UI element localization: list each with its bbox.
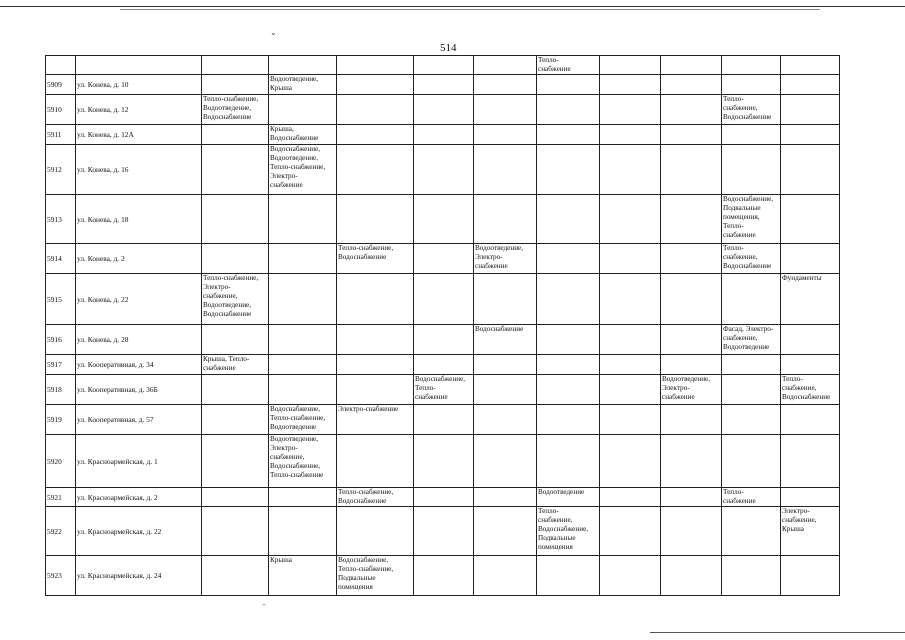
work-type-cell [269, 488, 337, 507]
work-type-cell [600, 325, 661, 355]
work-type-cell: Водоснабжение, Водоотведение, Тепло-снабжение, Электро- снабжение [269, 145, 337, 195]
work-type-cell [600, 507, 661, 556]
work-type-cell: Водоснабжение [474, 325, 537, 355]
work-type-cell [337, 274, 414, 325]
work-type-cell [537, 556, 600, 596]
row-address: ул. Кооперативная, д. 57 [76, 405, 202, 435]
work-type-cell [202, 556, 269, 596]
table-row [46, 488, 840, 507]
row-address: ул. Конева, д. 2 [76, 244, 202, 274]
row-number: 5922 [46, 507, 76, 556]
work-type-cell [600, 355, 661, 375]
work-type-cell [414, 244, 474, 274]
work-type-cell: Тепло-снабжение, Водоснабжение [337, 244, 414, 274]
scan-dash-top: ⌄ [270, 28, 277, 37]
work-type-cell [600, 405, 661, 435]
work-type-cell [600, 435, 661, 488]
work-type-cell [414, 556, 474, 596]
work-type-cell [722, 145, 781, 195]
header-cell [600, 56, 661, 75]
work-type-cell [537, 95, 600, 125]
row-number: 5913 [46, 195, 76, 244]
work-type-cell [474, 488, 537, 507]
work-type-cell [337, 375, 414, 405]
work-type-cell [537, 435, 600, 488]
table-row [46, 375, 840, 405]
work-type-cell [661, 405, 722, 435]
header-cell [781, 56, 840, 75]
work-type-cell: Тепло- снабжение, Водоснабжение [781, 375, 840, 405]
work-type-cell [269, 507, 337, 556]
work-type-cell [722, 125, 781, 145]
work-type-cell [781, 405, 840, 435]
work-type-cell [537, 145, 600, 195]
work-type-cell [661, 95, 722, 125]
header-cell [474, 56, 537, 75]
row-address: ул. Кооперативная, д. 36Б [76, 375, 202, 405]
work-type-cell [781, 195, 840, 244]
table-row [46, 405, 840, 435]
row-number: 5921 [46, 488, 76, 507]
header-cell [76, 56, 202, 75]
work-type-cell [661, 325, 722, 355]
work-type-cell: Водоотведение, Электро- снабжение [474, 244, 537, 274]
header-cell [722, 56, 781, 75]
work-type-cell [661, 75, 722, 95]
work-type-cell [414, 325, 474, 355]
work-type-cell [269, 355, 337, 375]
work-type-cell [202, 488, 269, 507]
work-type-cell [722, 556, 781, 596]
scan-edge-top-2 [120, 9, 820, 10]
work-type-cell [414, 125, 474, 145]
work-type-cell [600, 244, 661, 274]
work-type-cell [202, 75, 269, 95]
work-type-cell [661, 355, 722, 375]
work-type-cell [722, 507, 781, 556]
work-type-cell [414, 95, 474, 125]
work-type-cell [600, 95, 661, 125]
work-type-cell [781, 125, 840, 145]
row-address: ул. Кооперативная, д. 34 [76, 355, 202, 375]
table-row [46, 435, 840, 488]
work-type-cell [337, 145, 414, 195]
row-number: 5919 [46, 405, 76, 435]
work-type-cell: Тепло- снабжение [722, 488, 781, 507]
work-type-cell [474, 507, 537, 556]
work-type-cell [337, 195, 414, 244]
row-address: ул. Конева, д. 22 [76, 274, 202, 325]
work-type-cell [269, 195, 337, 244]
row-number: 5910 [46, 95, 76, 125]
work-type-cell [661, 244, 722, 274]
work-type-cell: Тепло-снабжение, Водоотведение, Водоснабжение [202, 95, 269, 125]
work-type-cell: Тепло- снабжение, Водоснабжение [722, 95, 781, 125]
row-number: 5915 [46, 274, 76, 325]
work-type-cell [202, 507, 269, 556]
work-type-cell [537, 125, 600, 145]
work-type-cell [600, 75, 661, 95]
work-type-cell: Водоотведение, Крыша [269, 75, 337, 95]
scan-dash-bottom: – [262, 599, 266, 608]
work-type-cell: Фундаменты [781, 274, 840, 325]
row-address: ул. Конева, д. 12А [76, 125, 202, 145]
work-type-cell [537, 325, 600, 355]
row-number: 5911 [46, 125, 76, 145]
work-type-cell [600, 274, 661, 325]
table-row [46, 244, 840, 274]
row-address: ул. Конева, д. 28 [76, 325, 202, 355]
table-row [46, 75, 840, 95]
work-type-cell: Водоотведение, Электро- снабжение, Водоснабжение, Тепло-снабжение [269, 435, 337, 488]
scan-edge-bottom [650, 632, 905, 633]
work-type-cell [781, 355, 840, 375]
work-type-cell [474, 435, 537, 488]
row-address: ул. Конева, д. 16 [76, 145, 202, 195]
work-type-cell [781, 325, 840, 355]
work-type-cell [474, 355, 537, 375]
work-type-cell [537, 355, 600, 375]
work-type-cell [722, 75, 781, 95]
work-type-cell: Водоснабжение, Тепло-снабжение, Подвальные помещения [337, 556, 414, 596]
work-type-cell [600, 556, 661, 596]
work-type-cell [722, 375, 781, 405]
work-type-cell [202, 325, 269, 355]
work-type-cell: Крыша [269, 556, 337, 596]
work-type-cell [414, 507, 474, 556]
row-address: ул. Красноармейская, д. 22 [76, 507, 202, 556]
work-type-cell [537, 195, 600, 244]
work-type-cell: Электро-снабжение [337, 405, 414, 435]
work-type-cell [474, 125, 537, 145]
work-type-cell [414, 435, 474, 488]
row-number: 5909 [46, 75, 76, 95]
table-row [46, 274, 840, 325]
work-type-cell [537, 375, 600, 405]
work-type-cell [661, 145, 722, 195]
work-type-cell [337, 125, 414, 145]
work-type-cell [269, 274, 337, 325]
work-type-cell [781, 488, 840, 507]
work-type-cell [414, 75, 474, 95]
repair-schedule-table [45, 55, 840, 596]
work-type-cell [202, 435, 269, 488]
row-number: 5917 [46, 355, 76, 375]
work-type-cell: Водоотведение [537, 488, 600, 507]
work-type-cell [474, 375, 537, 405]
work-type-cell [781, 145, 840, 195]
header-cell [269, 56, 337, 75]
work-type-cell [414, 405, 474, 435]
work-type-cell [337, 507, 414, 556]
work-type-cell [722, 355, 781, 375]
row-number: 5920 [46, 435, 76, 488]
header-cell [337, 56, 414, 75]
header-cell [414, 56, 474, 75]
work-type-cell [337, 325, 414, 355]
table-row [46, 95, 840, 125]
table-row [46, 145, 840, 195]
work-type-cell [600, 125, 661, 145]
header-cell [202, 56, 269, 75]
table-row [46, 195, 840, 244]
work-type-cell [474, 274, 537, 325]
row-address: ул. Красноармейская, д. 2 [76, 488, 202, 507]
header-cell: Тепло- снабжение [537, 56, 600, 75]
work-type-cell [269, 95, 337, 125]
work-type-cell: Тепло-снабжение, Электро- снабжение, Водоотведение, Водоснабжение [202, 274, 269, 325]
work-type-cell: Водоснабжение, Подвальные помещения, Тепло- снабжение [722, 195, 781, 244]
row-address: ул. Конева, д. 18 [76, 195, 202, 244]
work-type-cell [781, 75, 840, 95]
work-type-cell [202, 195, 269, 244]
row-number: 5918 [46, 375, 76, 405]
work-type-cell [202, 145, 269, 195]
row-number: 5912 [46, 145, 76, 195]
work-type-cell [474, 145, 537, 195]
work-type-cell [202, 405, 269, 435]
work-type-cell [661, 507, 722, 556]
work-type-cell [661, 195, 722, 244]
table-row [46, 507, 840, 556]
work-type-cell [337, 95, 414, 125]
work-type-cell [600, 195, 661, 244]
work-type-cell [661, 274, 722, 325]
work-type-cell [474, 556, 537, 596]
table-row [46, 125, 840, 145]
work-type-cell [537, 75, 600, 95]
row-number: 5914 [46, 244, 76, 274]
table-row [46, 325, 840, 355]
work-type-cell [781, 556, 840, 596]
work-type-cell [414, 488, 474, 507]
work-type-cell [781, 95, 840, 125]
work-type-cell [337, 435, 414, 488]
work-type-cell [781, 435, 840, 488]
work-type-cell [269, 244, 337, 274]
work-type-cell: Водоотведение, Электро- снабжение [661, 375, 722, 405]
work-type-cell [722, 435, 781, 488]
work-type-cell [537, 244, 600, 274]
table-header-row [46, 56, 840, 75]
work-type-cell [202, 375, 269, 405]
work-type-cell [537, 405, 600, 435]
work-type-cell [537, 274, 600, 325]
header-cell [46, 56, 76, 75]
row-number: 5923 [46, 556, 76, 596]
page-number: 514 [440, 42, 457, 54]
row-number: 5916 [46, 325, 76, 355]
work-type-cell [337, 75, 414, 95]
work-type-cell: Тепло- снабжение, Водоснабжение [722, 244, 781, 274]
work-type-cell [661, 488, 722, 507]
work-type-cell [202, 125, 269, 145]
work-type-cell [414, 145, 474, 195]
scan-edge-top [0, 6, 905, 7]
work-type-cell [474, 195, 537, 244]
work-type-cell: Тепло-снабжение, Водоснабжение [337, 488, 414, 507]
work-type-cell [722, 274, 781, 325]
work-type-cell: Фасад, Электро- снабжение, Водоотведение [722, 325, 781, 355]
row-address: ул. Конева, д. 12 [76, 95, 202, 125]
work-type-cell [661, 435, 722, 488]
row-address: ул. Красноармейская, д. 1 [76, 435, 202, 488]
work-type-cell: Крыша, Тепло- снабжение [202, 355, 269, 375]
work-type-cell [661, 125, 722, 145]
work-type-cell [414, 274, 474, 325]
work-type-cell [722, 405, 781, 435]
work-type-cell [202, 244, 269, 274]
work-type-cell [600, 488, 661, 507]
work-type-cell [414, 195, 474, 244]
table-row [46, 556, 840, 596]
row-address: ул. Конева, д. 10 [76, 75, 202, 95]
work-type-cell [474, 95, 537, 125]
header-cell [661, 56, 722, 75]
work-type-cell [600, 375, 661, 405]
work-type-cell: Крыша, Водоснабжение [269, 125, 337, 145]
work-type-cell: Тепло- снабжение, Водоснабжение, Подвальные помещения [537, 507, 600, 556]
work-type-cell [600, 145, 661, 195]
table-row [46, 355, 840, 375]
row-address: ул. Красноармейская, д. 24 [76, 556, 202, 596]
work-type-cell [337, 355, 414, 375]
work-type-cell [414, 355, 474, 375]
work-type-cell [474, 405, 537, 435]
work-type-cell [661, 556, 722, 596]
work-type-cell: Электро- снабжение, Крыша [781, 507, 840, 556]
work-type-cell [269, 375, 337, 405]
work-type-cell: Водоснабжение, Тепло- снабжение [414, 375, 474, 405]
work-type-cell [269, 325, 337, 355]
work-type-cell: Водоснабжение, Тепло-снабжение, Водоотведение [269, 405, 337, 435]
work-type-cell [781, 244, 840, 274]
work-type-cell [474, 75, 537, 95]
